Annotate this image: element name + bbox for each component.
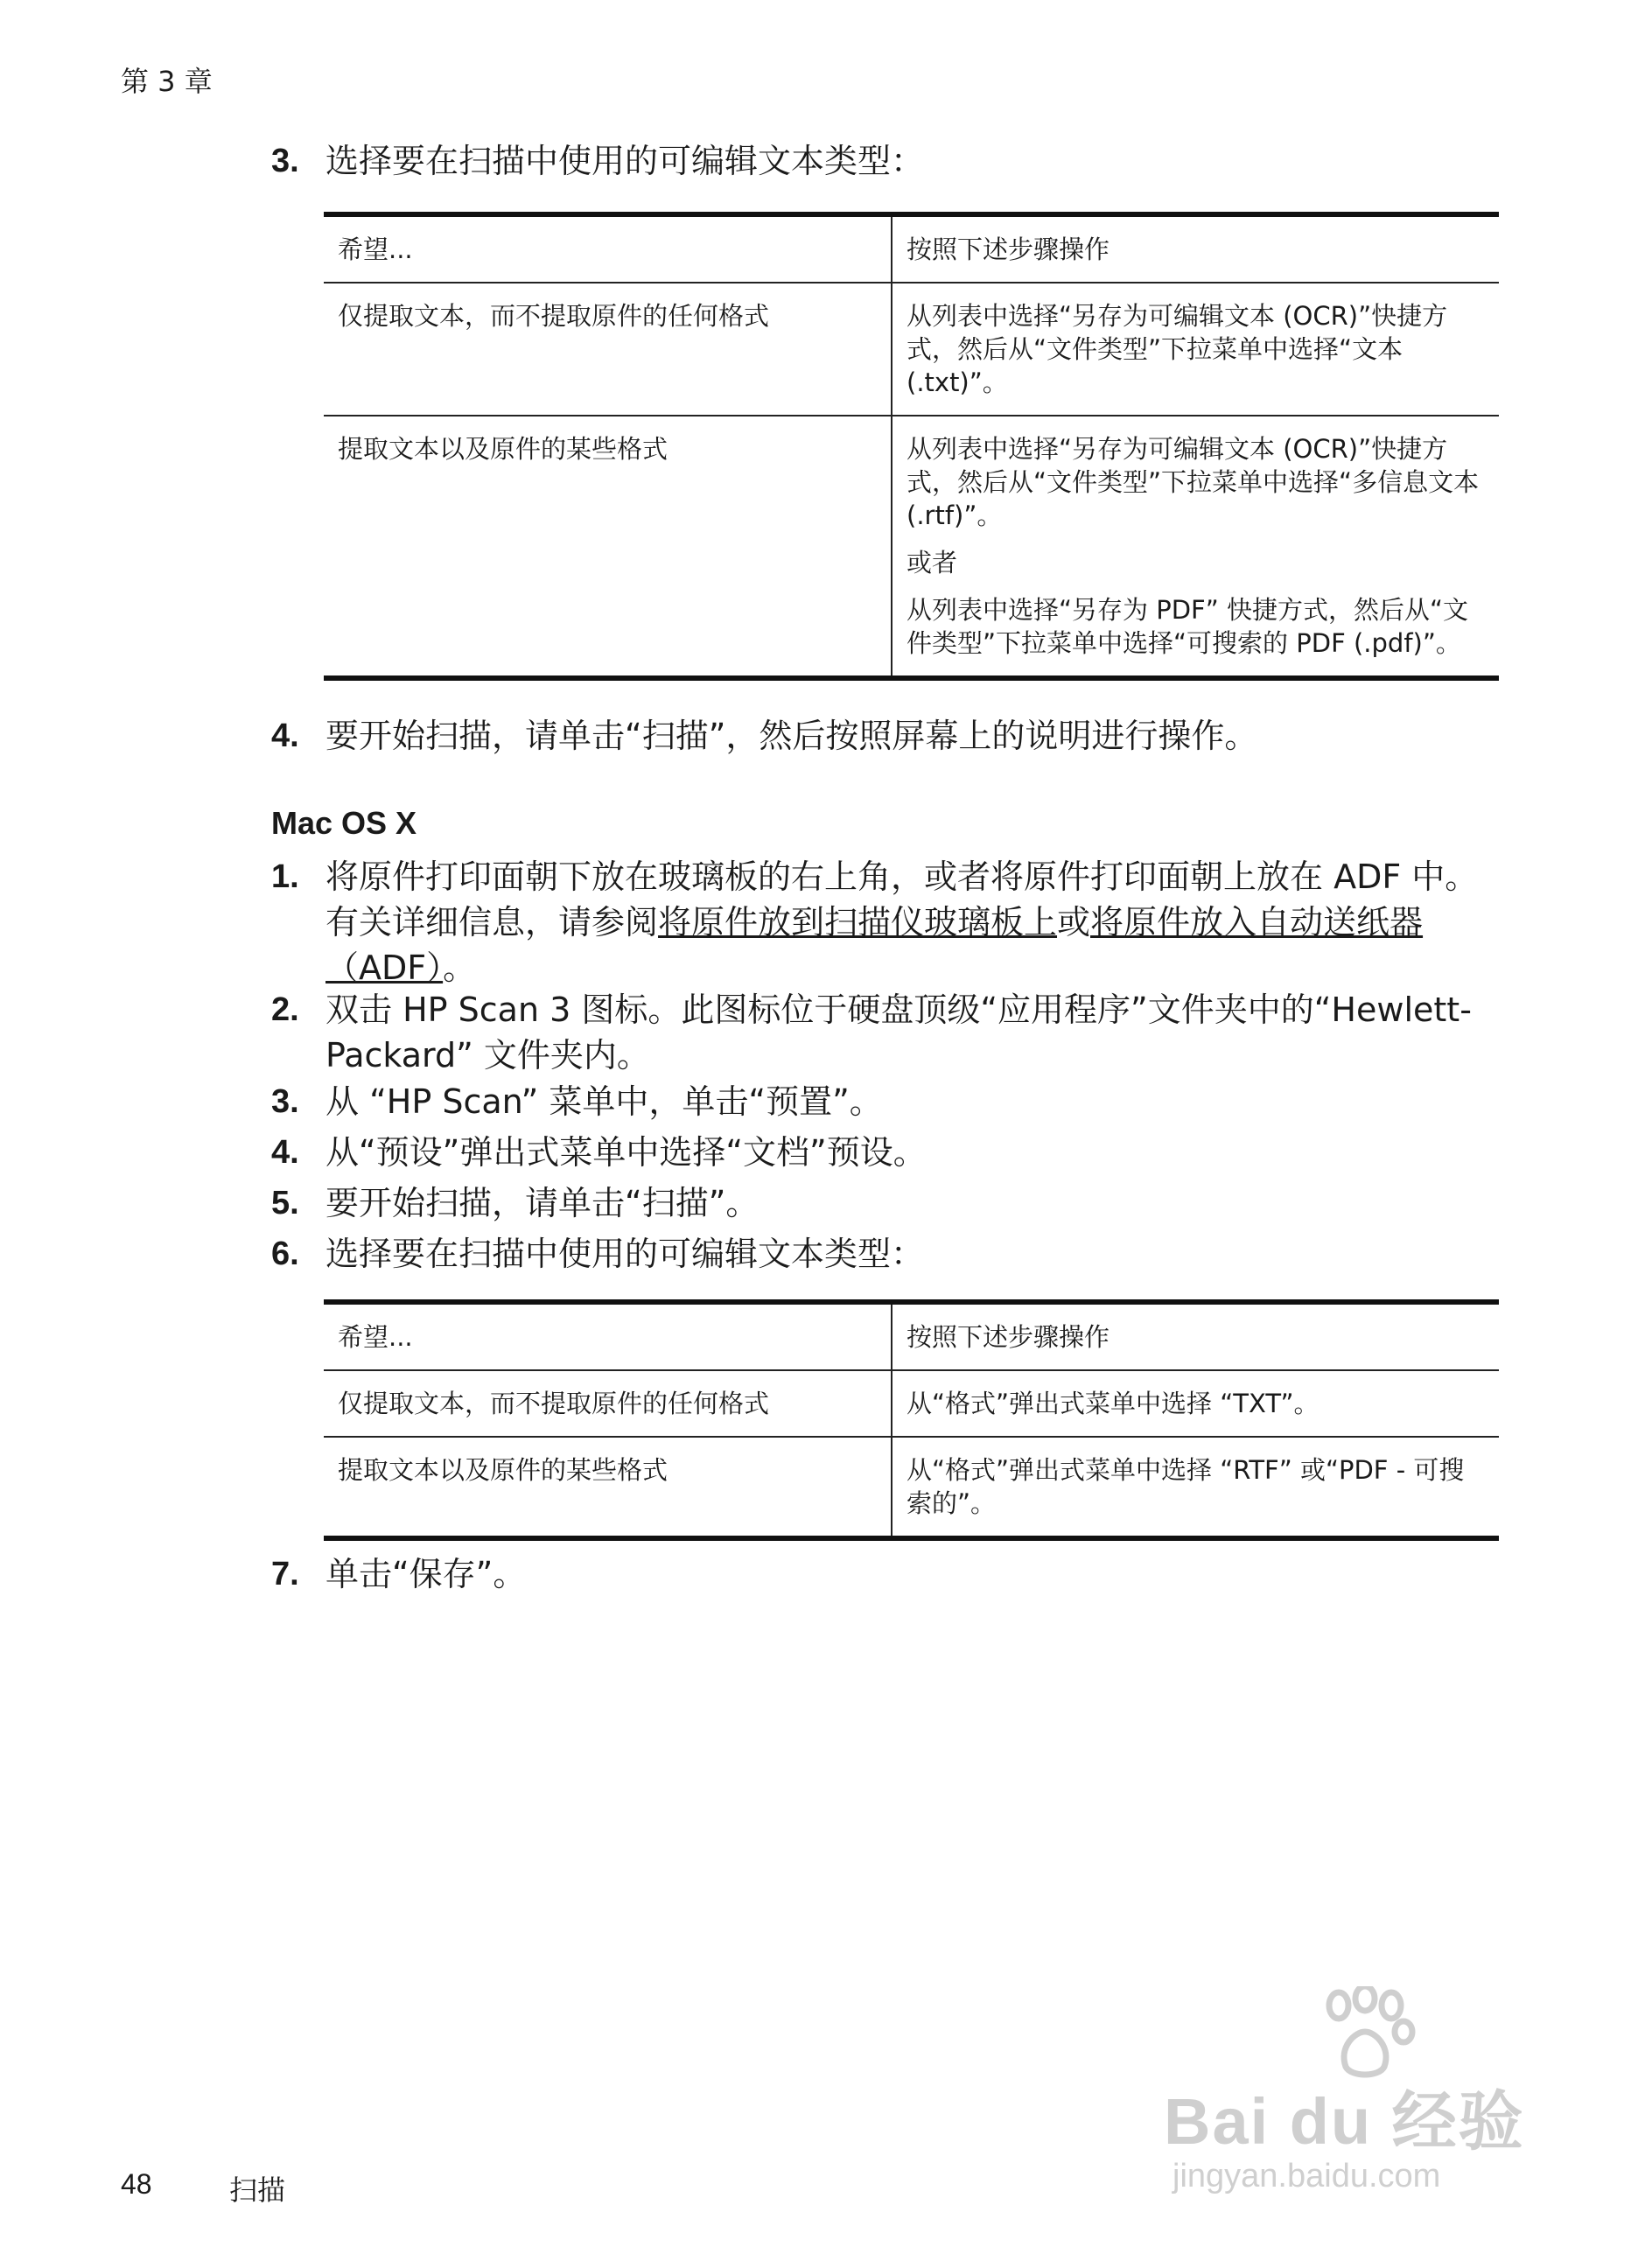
step-text: 双击 HP Scan 3 图标。此图标位于硬盘顶级“应用程序”文件夹中的“Hewlett-Packard” 文件夹内。 <box>326 990 1472 1074</box>
row-step-text: 从列表中选择“另存为可编辑文本 (OCR)”快捷方式，然后从“文件类型”下拉菜单中选择“文本 (.txt)”。 <box>906 301 1448 397</box>
step-text <box>326 854 1496 990</box>
step-number: 5. <box>271 1185 299 1222</box>
text-type-table-mac <box>324 1299 1499 1541</box>
column-header-want: 希望... <box>324 1302 892 1370</box>
step-number: 6. <box>271 1236 299 1272</box>
table-row <box>324 416 1499 678</box>
row-want: 提取文本以及原件的某些格式 <box>324 1437 892 1538</box>
watermark <box>1164 1986 1566 2196</box>
step-text: 从 “HP Scan” 菜单中，单击“预置”。 <box>326 1082 883 1121</box>
chapter-header: 第 3 章 <box>121 65 213 98</box>
row-want: 提取文本以及原件的某些格式 <box>324 416 892 678</box>
step-number: 1. <box>271 858 299 895</box>
table-row <box>324 1370 1499 1437</box>
table-row <box>324 1437 1499 1538</box>
mac-step-3 <box>271 1079 1496 1124</box>
mac-step-7 <box>271 1551 1496 1597</box>
step-text: 从“预设”弹出式菜单中选择“文档”预设。 <box>326 1133 927 1172</box>
table-header-row <box>324 1302 1499 1370</box>
row-want: 仅提取文本，而不提取原件的任何格式 <box>324 283 892 416</box>
mac-step-2 <box>271 987 1496 1078</box>
step-text: 单击“保存”。 <box>326 1555 527 1593</box>
row-steps <box>892 416 1499 678</box>
step-4 <box>271 713 1496 759</box>
step-text: 要开始扫描，请单击“扫描”，然后按照屏幕上的说明进行操作。 <box>326 717 1258 755</box>
step-number: 3. <box>271 1083 299 1120</box>
step-number: 3. <box>271 143 299 179</box>
step-number: 2. <box>271 991 299 1028</box>
column-header-steps: 按照下述步骤操作 <box>906 1322 1110 1352</box>
mac-step-5 <box>271 1180 1496 1226</box>
mac-step-6 <box>271 1231 1496 1277</box>
step-text: 选择要在扫描中使用的可编辑文本类型： <box>326 1235 925 1273</box>
table-row <box>324 283 1499 416</box>
row-steps <box>892 283 1499 416</box>
row-steps: 从“格式”弹出式菜单中选择 “RTF” 或“PDF - 可搜索的”。 <box>892 1437 1499 1538</box>
row-step-text: 从列表中选择“另存为可编辑文本 (OCR)”快捷方式，然后从“文件类型”下拉菜单中选择“多信息文本 (.rtf)”。 <box>906 434 1480 530</box>
text-type-table-windows <box>324 212 1499 681</box>
row-want: 仅提取文本，而不提取原件的任何格式 <box>324 1370 892 1437</box>
mac-step-4 <box>271 1130 1496 1175</box>
step-text-part: 。 <box>443 948 477 987</box>
step-number: 4. <box>271 1134 299 1171</box>
row-step-text: 从列表中选择“另存为 PDF” 快捷方式，然后从“文件类型”下拉菜单中选择“可搜索的 PDF (.pdf)”。 <box>906 595 1469 658</box>
footer-section-title: 扫描 <box>229 2174 286 2207</box>
mac-step-1 <box>271 854 1496 990</box>
row-step-or: 或者 <box>906 548 958 578</box>
step-number: 7. <box>271 1556 299 1592</box>
link-place-on-glass[interactable]: 将原件放到扫描仪玻璃板上 <box>658 903 1058 942</box>
column-header-want: 希望... <box>324 214 892 283</box>
step-text: 选择要在扫描中使用的可编辑文本类型： <box>326 142 925 180</box>
step-3 <box>271 138 1496 184</box>
step-number: 4. <box>271 718 299 754</box>
paw-icon <box>1312 1986 1418 2082</box>
step-text-part: 或 <box>1057 903 1091 942</box>
link-load-adf[interactable]: 将原件放入自动送纸器（ADF） <box>326 903 1424 987</box>
column-header-steps: 按照下述步骤操作 <box>906 234 1110 264</box>
watermark-logo: Bai du 经验 <box>1164 2085 1525 2158</box>
page-number: 48 <box>121 2168 152 2200</box>
watermark-url: jingyan.baidu.com <box>1172 2158 1441 2194</box>
row-steps: 从“格式”弹出式菜单中选择 “TXT”。 <box>892 1370 1499 1437</box>
section-heading-mac: Mac OS X <box>271 805 417 841</box>
step-text-part: 将原件打印面朝下放在玻璃板的右上角，或者将原件打印面朝上放在 ADF 中。有关详细信息，请参阅 <box>326 858 1479 942</box>
table-header-row <box>324 214 1499 283</box>
step-text: 要开始扫描，请单击“扫描”。 <box>326 1184 760 1222</box>
